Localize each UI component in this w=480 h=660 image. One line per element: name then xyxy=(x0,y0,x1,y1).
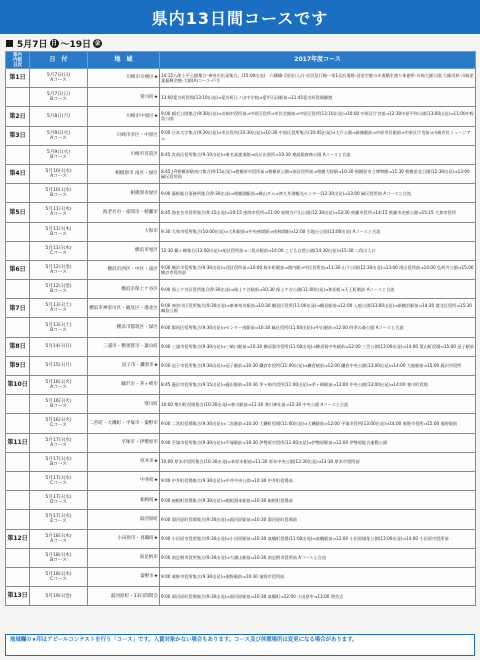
day-zone-cell xyxy=(6,471,30,490)
course-text: Aコース xyxy=(50,212,67,218)
table-row xyxy=(6,491,476,510)
date-text: 5月10日(水) xyxy=(45,188,72,194)
region-cell: 川崎市幸区・中原区 xyxy=(88,126,160,145)
region-cell: 川崎市中原区★ xyxy=(88,107,160,126)
day-zone-cell: 第11日 xyxy=(6,433,30,452)
date-text: 5月11日(木) xyxy=(45,226,72,232)
day-zone-cell: 第6日 xyxy=(6,260,30,279)
region-cell: 平塚市・伊勢原市 xyxy=(88,433,160,452)
date-cell xyxy=(30,433,88,452)
date-cell xyxy=(30,376,88,395)
col-header-date: 日 付 xyxy=(30,52,88,69)
day-zone-cell: 第13日 xyxy=(6,587,30,606)
date-text: 5月9日(火) xyxy=(46,130,71,136)
date-cell xyxy=(30,471,88,490)
date-range-end: 〜19日 xyxy=(60,39,92,50)
table-row xyxy=(6,260,476,279)
day-zone-cell: 第2日 xyxy=(6,107,30,126)
day-zone-cell xyxy=(6,280,30,299)
table-row xyxy=(6,69,476,88)
day-zone-cell: 第12日 xyxy=(6,529,30,548)
date-text: 5月7日(日) xyxy=(46,73,71,79)
day-zone-cell xyxy=(6,548,30,567)
route-cell: 9:00 小田原市役所集合(9:30出発)⇒小田原駅前⇒10:30 真鶴町役場(11:00出発)⇒真鶴駅前⇒12:00 小田原城址公園(13:00出発)⇒14:00 小田原市役所前 xyxy=(160,529,476,548)
date-text: 5月17日(水) xyxy=(45,495,72,501)
date-text: 5月16日(火) xyxy=(45,399,72,405)
date-text: 5月9日(火) xyxy=(46,149,71,155)
table-row xyxy=(6,241,476,260)
page-title: 県内13日間コースです xyxy=(151,8,329,28)
date-cell xyxy=(30,318,88,337)
region-cell: 川崎市宮前区 xyxy=(88,145,160,164)
date-text: 5月13日(土) xyxy=(45,303,72,309)
table-row xyxy=(6,318,476,337)
table-row xyxy=(6,299,476,318)
route-cell: 9:00 神奈川区役所集合(9:30出発)⇒東神奈川駅前⇒10:30 鶴見区役所(11:00出発)⇒鶴見駅前⇒12:00 入船公園(13:00出発)⇒新横浜駅前⇒14:30 港北区役所⇒15:30 綱島公園 xyxy=(160,299,476,318)
route-cell: 9:00 保土ケ谷区役所集合(9:30出発)⇒保土ケ谷駅前⇒10:30 保土ケ谷公園(11:00出発)⇒和田町⇒天王町駅前 Aコースと合流 xyxy=(160,280,476,299)
day-zone-cell xyxy=(6,395,30,414)
date-cell xyxy=(30,280,88,299)
date-text: 5月11日(木) xyxy=(45,207,72,213)
date-cell xyxy=(30,222,88,241)
course-text: Bコース xyxy=(50,404,67,410)
col-header-route: 2017年度コース xyxy=(160,52,476,69)
weekday-badge-start: 日 xyxy=(51,39,58,47)
date-text: 5月19日(金) xyxy=(45,593,72,599)
schedule-header-row xyxy=(6,52,476,69)
region-cell: 川崎市川崎区★ xyxy=(88,69,160,88)
table-row xyxy=(6,376,476,395)
region-cell: 南足柄市 xyxy=(88,548,160,567)
table-row xyxy=(6,222,476,241)
date-cell xyxy=(30,88,88,107)
date-text: 5月11日(木) xyxy=(45,245,72,251)
day-zone-cell: 第8日 xyxy=(6,337,30,356)
route-cell: 14:15八郎上平公園集合-神奈川出発集合。(15:00出発) 六郷橋-羽田出入口-京浜急行線ー第1京浜道路-羽田空港の歩道橋を渡り休憩所-川崎大師公園 大師河原-川崎産業振興会館-大師(A)コース-戸手 xyxy=(160,69,476,88)
date-text: 5月18日(木) xyxy=(45,552,72,558)
route-cell: 9:30 大和市役所集合(10:00出発)⇒大和駅前⇒中央林間駅⇒南林間駅⇒12:00 引地台公園(13:00出発) Aコースと合流 xyxy=(160,222,476,241)
date-cell xyxy=(30,126,88,145)
route-cell: 9:00 中井町役場集合(9:30出発)⇒中井中央公園⇒10:30 中井町役場前 xyxy=(160,471,476,490)
table-row xyxy=(6,107,476,126)
route-cell: 9:00 平塚市役所集合(9:30出発)⇒平塚駅前⇒10:30 伊勢原市役所(11:00出発)⇒伊勢原駅前⇒12:00 伊勢原総合運動公園 xyxy=(160,433,476,452)
square-bullet-icon xyxy=(6,40,13,47)
day-zone-cell: 第7日 xyxy=(6,299,30,318)
route-cell: 9:00 稲毛公園集合(9:30出発)⇒川崎市役所前⇒中原区役所⇒市民会館前⇒中原区役所(13:10出発)⇒10:00 中原区庁舎前⇒12:30中原平和公園(13:00出発)⇒11:00中野島公園 xyxy=(160,107,476,126)
day-zone-cell xyxy=(6,318,30,337)
date-text: 5月7日(日) xyxy=(46,92,71,98)
day-zone-cell xyxy=(6,241,30,260)
route-cell: 8:45 J R相模原駅南口集合(9:15出発)⇒相模原市役所前⇒相模原公園⇒南区役所前⇒相模大野駅⇒10:30 相模原市立博物館⇒11:30 相模原北公園(12:30出発)⇒13:00 緑区役所前 xyxy=(160,164,476,183)
region-cell: 愛川町★ xyxy=(88,88,160,107)
course-text: Cコース xyxy=(50,576,67,582)
course-text: Dコース xyxy=(49,500,68,506)
region-cell: 海老名市・座間市・綾瀬市 xyxy=(88,203,160,222)
table-row xyxy=(6,356,476,375)
day-zone-cell xyxy=(6,184,30,203)
route-cell: 9:00 湯河原町役場集合(9:30出発)⇒湯河原駅前⇒10:30 真鶴町⇒12:00 小田原市⇒13:00 閉会式 xyxy=(160,587,476,606)
course-text: Cコース xyxy=(50,250,67,256)
day-zone-cell xyxy=(6,567,30,586)
date-cell xyxy=(30,241,88,260)
date-cell xyxy=(30,452,88,471)
date-text: 5月12日(金) xyxy=(45,284,72,290)
day-zone-cell xyxy=(6,452,30,471)
date-cell xyxy=(30,260,88,279)
date-cell xyxy=(30,299,88,318)
date-text: 5月17日(水) xyxy=(45,456,72,462)
region-cell: 藤沢市・茅ヶ崎市 xyxy=(88,376,160,395)
route-cell: 10:00 寒川町役場集合(10:30出発)⇒寒川駅前⇒11:30 寒川神社前⇒12:30 中央公園 Aコースと合流 xyxy=(160,395,476,414)
route-cell: 9:00 逗子市役所集合(9:30出発)⇒逗子駅前⇒10:30 鎌倉市役所(11:00出発)⇒鎌倉駅前⇒12:00 鎌倉中央公園(13:00出発)⇒14:00 大船駅前⇒15:00 藤沢市役所 xyxy=(160,356,476,375)
route-cell: 8:45 宮前区役所集合(9:10出発)⇒東名高速道路⇒向丘出張所⇒10:30 東高根森林公園 Aコースと合流 xyxy=(160,145,476,164)
course-text: Bコース xyxy=(50,289,67,295)
course-text: Aコース xyxy=(50,442,67,448)
course-text: Aコース xyxy=(50,385,67,391)
date-cell xyxy=(30,184,88,203)
date-text: 5月10日(水) xyxy=(45,169,72,175)
date-text: 5月8日(月) xyxy=(46,113,71,119)
day-zone-cell: 第5日 xyxy=(6,203,30,222)
date-cell xyxy=(30,145,88,164)
table-row xyxy=(6,395,476,414)
day-zone-cell xyxy=(6,510,30,529)
table-row xyxy=(6,184,476,203)
day-zone-cell: 第4日 xyxy=(6,164,30,183)
region-cell: 大和市 xyxy=(88,222,160,241)
course-text: Cコース xyxy=(50,481,67,487)
route-cell: 12:30 鶴ヶ峰集合(13:00出発)⇒旭区役所前⇒二俣川駅前⇒14:00 こども自然公園(14:30出発)⇒15:30 二俣川入口 xyxy=(160,241,476,260)
date-range-heading xyxy=(6,37,102,49)
route-cell: 9:00 南足柄市役所集合(9:30出発)⇒大雄山駅前⇒10:30 南足柄市役所前 Aコースと合流 xyxy=(160,548,476,567)
table-row xyxy=(6,452,476,471)
route-cell: 8:45 海老名市役所集合(9:15出発)⇒10:15 座間市役所⇒11:00 座間谷戸山公園(12:30出発)⇒13:30 綾瀬市役所⇒14:15 綾瀬市光綾公園⇒15:15 大和市役所 xyxy=(160,203,476,222)
table-row xyxy=(6,414,476,433)
region-cell: 湯河原町 xyxy=(88,510,160,529)
course-text: Bコース xyxy=(50,557,67,563)
schedule-table xyxy=(5,51,476,606)
table-row xyxy=(6,529,476,548)
weekday-badge-end: 金 xyxy=(94,39,101,47)
date-cell xyxy=(30,491,88,510)
date-text: 5月15日(月) xyxy=(45,363,72,369)
table-row xyxy=(6,145,476,164)
course-text: Aコース xyxy=(50,135,67,141)
course-text: Aコース xyxy=(50,174,67,180)
date-cell xyxy=(30,529,88,548)
route-cell: 9:00 三浦市役所集合(9:30出発)⇒三崎口駅前⇒10:30 横須賀市役所(11:00出発)⇒横須賀中央駅前⇒12:00 三笠公園(13:00出発)⇒14:00 葉山町役場⇒15:00 逗子駅前 xyxy=(160,337,476,356)
region-cell: 寒川町 xyxy=(88,395,160,414)
region-cell: 横浜市神奈川区・鶴見区・港北区 xyxy=(88,299,160,318)
region-cell: 中井町★ xyxy=(88,471,160,490)
date-cell xyxy=(30,337,88,356)
table-row xyxy=(6,280,476,299)
table-row xyxy=(6,203,476,222)
date-text: 5月18日(木) xyxy=(45,571,72,577)
date-text: 5月16日(火) xyxy=(45,380,72,386)
date-text: 5月17日(水) xyxy=(45,437,72,443)
region-cell: 小田原市・真鶴町★ xyxy=(88,529,160,548)
region-cell: 横浜市都筑区・緑区 xyxy=(88,318,160,337)
route-cell: 9:00 二宮町役場集合(9:30出発)⇒二宮駅前⇒10:30 大磯町役場(11:00出発)⇒大磯駅前⇒12:00 平塚市役所(13:00出発)⇒14:00 秦野市役所⇒15:00 秦野駅前 xyxy=(160,414,476,433)
region-cell: 横浜市西区・中区・南区 xyxy=(88,260,160,279)
route-cell: 9:00 秦野市役所集合(9:30出発)⇒秦野駅前⇒10:30 秦野市役所前 xyxy=(160,567,476,586)
date-cell xyxy=(30,414,88,433)
day-zone-cell xyxy=(6,414,30,433)
date-text: 5月18日(木) xyxy=(45,533,72,539)
route-cell: 13:00愛川町役場(13:10出発)⇒愛川町日ノ出中学校⇒愛甲石田駅前⇒11:45愛川町役場解散 xyxy=(160,88,476,107)
table-row xyxy=(6,126,476,145)
region-cell: 箱根町★ xyxy=(88,491,160,510)
course-text: Aコース xyxy=(50,538,67,544)
date-cell xyxy=(30,510,88,529)
course-text: Bコース xyxy=(50,231,67,237)
date-cell xyxy=(30,395,88,414)
route-cell: 10:00 厚木市役所集合(10:30出発)⇒本厚木駅前⇒11:30 厚木中央公園(12:30出発)⇒13:30 厚木市役所前 xyxy=(160,452,476,471)
col-header-zone: 県内 内規 日次 xyxy=(6,52,30,69)
date-text: 5月14日(日) xyxy=(45,344,72,350)
date-range-start: 5月7日 xyxy=(17,39,48,50)
region-cell: 二宮町・大磯町・平塚市・秦野市 xyxy=(88,414,160,433)
route-cell: 9:00 横浜市役所集合(9:30出発)⇒西区役所前⇒10:00 桜木町駅前⇒関内駅⇒中区役所前⇒11:30 山下公園(12:30出発)⇒13:00 南区役所前⇒14:00 弘明寺公園⇒15:00 横浜市役所前 xyxy=(160,260,476,279)
course-text: Aコース xyxy=(50,78,67,84)
region-cell: 湯河原町・13日間閉会 xyxy=(88,587,160,606)
route-cell: 9:00 藤野総合事務所集合(9:30出発)⇒相模湖駅前⇒城山ダム⇒津久井湖観光センター(12:30出発)⇒13:00 緑区役所前 Aコースと合流 xyxy=(160,184,476,203)
region-cell: 横浜市旭区 xyxy=(88,241,160,260)
course-text: Aコース xyxy=(50,269,67,275)
date-cell xyxy=(30,203,88,222)
course-text: Bコース xyxy=(50,327,67,333)
date-text: 5月12日(金) xyxy=(45,264,72,270)
date-text: 5月13日(土) xyxy=(45,322,72,328)
course-text: Bコース xyxy=(50,461,67,467)
date-cell xyxy=(30,107,88,126)
col-header-region: 地 域 xyxy=(88,52,160,69)
region-cell: 相模原市緑区 xyxy=(88,184,160,203)
table-row xyxy=(6,164,476,183)
region-cell: 厚木市★ xyxy=(88,452,160,471)
date-text: 5月17日(水) xyxy=(45,514,72,520)
route-cell: 9:00 箱根町役場集合(9:30出発)⇒箱根湯本駅前⇒10:30 箱根町役場前 xyxy=(160,491,476,510)
date-cell xyxy=(30,69,88,88)
date-cell xyxy=(30,548,88,567)
table-row xyxy=(6,567,476,586)
footnote: 地域欄の★印はアピールコンテストを行う「コース」です。入賞対象かない場合もあります。コース及び休憩場所は変更になる場合があります。 xyxy=(5,634,475,656)
date-text: 5月17日(水) xyxy=(45,476,72,482)
table-row xyxy=(6,471,476,490)
region-cell: 秦野市★ xyxy=(88,567,160,586)
table-row xyxy=(6,433,476,452)
schedule-body xyxy=(6,69,476,606)
course-text: Aコース xyxy=(50,308,67,314)
day-zone-cell: 第3日 xyxy=(6,126,30,145)
route-cell: 9:00 都筑区役所集合(9:30出発)⇒センター南駅前⇒10:30 緑区役所(11:00出発)⇒中山駅前⇒12:00 四季の森公園 Aコースと合流 xyxy=(160,318,476,337)
day-zone-cell xyxy=(6,88,30,107)
course-text: Bコース xyxy=(50,97,67,103)
table-row xyxy=(6,548,476,567)
day-zone-cell xyxy=(6,491,30,510)
region-cell: 三浦市・横須賀市・葉山町 xyxy=(88,337,160,356)
page-banner xyxy=(0,0,480,34)
route-cell: 9:00 湯河原町役場集合(9:30出発)⇒湯河原駅前⇒10:30 湯河原町役場前 xyxy=(160,510,476,529)
table-row xyxy=(6,337,476,356)
date-cell xyxy=(30,587,88,606)
day-zone-cell: 第1日 xyxy=(6,69,30,88)
date-text: 5月16日(火) xyxy=(45,418,72,424)
region-cell: 逗子市・鎌倉市★ xyxy=(88,356,160,375)
region-cell: 相模原市 南区・緑区 xyxy=(88,164,160,183)
course-text: Cコース xyxy=(50,423,67,429)
date-cell xyxy=(30,356,88,375)
route-cell: 8:45 藤沢市役所集合(9:15出発)⇒藤沢駅前⇒10:30 茅ヶ崎市役所(11:00出発)⇒茅ヶ崎駅前⇒12:00 中央公園(13:00出発)⇒14:00 寒川町役場 xyxy=(160,376,476,395)
table-row xyxy=(6,587,476,606)
day-zone-cell: 第9日 xyxy=(6,356,30,375)
day-zone-cell xyxy=(6,222,30,241)
route-cell: 9:00 日本大学集合(9:30出発)⇒幸区役所(10:30出発)⇒10:30 中原区役所集合(10:45出発)⇒大戸公園⇒新城駅前⇒中原市民館前⇒中原区庁舎前⇒川崎市民ミュージアム xyxy=(160,126,476,145)
date-cell xyxy=(30,567,88,586)
course-text: Eコース xyxy=(50,519,67,525)
day-zone-cell xyxy=(6,145,30,164)
course-text: Bコース xyxy=(50,193,67,199)
day-zone-cell: 第10日 xyxy=(6,376,30,395)
course-text: Bコース xyxy=(50,154,67,160)
table-row xyxy=(6,510,476,529)
table-row xyxy=(6,88,476,107)
date-cell xyxy=(30,164,88,183)
region-cell: 横浜市保土ケ谷区 xyxy=(88,280,160,299)
